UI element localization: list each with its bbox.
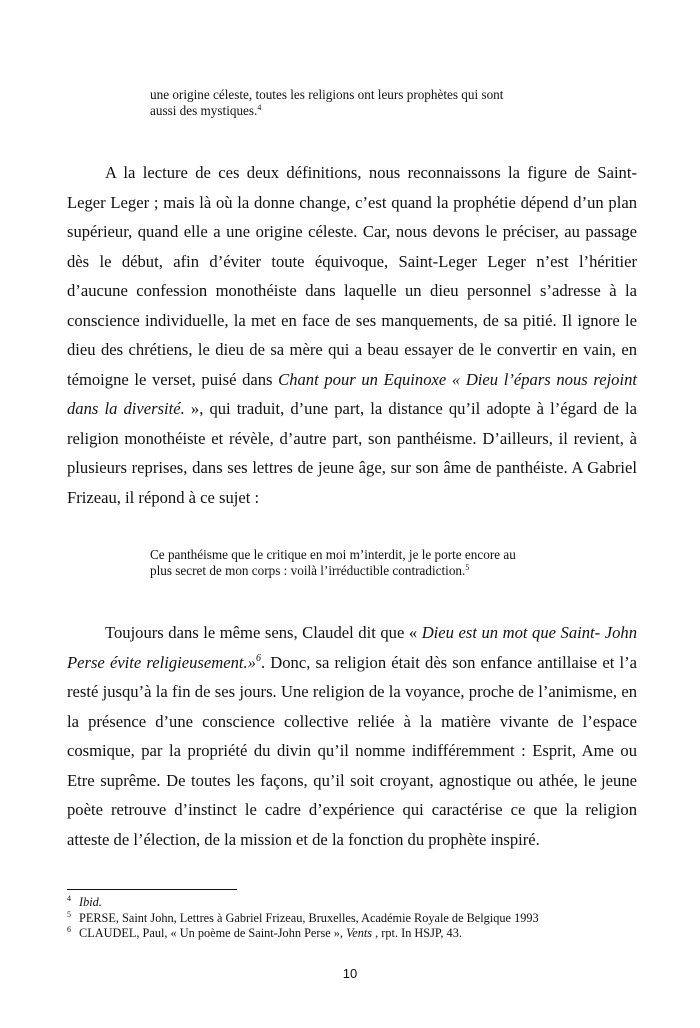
footnote-ref: 4 — [257, 103, 262, 112]
footnote-6: 6 CLAUDEL, Paul, « Un poème de Saint-John Perse », Vents , rpt. In HSJP, 43. — [67, 925, 462, 940]
footnote-ref: 6 — [255, 652, 261, 664]
quote-line: une origine céleste, toutes les religions ont leurs prophètes qui sont — [150, 87, 504, 102]
footnote-4: 4 Ibid. — [67, 894, 102, 909]
claudel-quote: Dieu est un mot que Saint- John Perse évite religieusement.» — [67, 623, 637, 672]
page-number: 10 — [342, 966, 358, 981]
paragraph-2: Toujours dans le même sens, Claudel dit que « Dieu est un mot que Saint- John Perse évite religieusement.»$^6$. Donc, sa religion était dès son enfance antillaise et l’a resté jusqu’à la fin de ses jours. Une religion de la voyance, proche de l’animisme, en la présence d’une conscience collective reliée à la matière vivante de l’espace cosmique, par la propriété du divin qu’il nomme indifféremment : Esprit, Ame ou Etre suprême. De toutes les façons, qu’il soit croyant, agnostique ou athée, le jeune poète retrouve d’instinct le cadre d’expérience qui caractérise ce que la religion atteste de l’élection, de la mission et de la fonction du prophète inspiré. — [67, 623, 637, 849]
footnote-ref: 5 — [465, 563, 470, 572]
quoted-verse: « Dieu l’épars nous rejoint dans la diversité. — [67, 369, 637, 418]
footnotes — [67, 895, 637, 942]
work-title: Chant pour un Equinoxe — [278, 369, 447, 389]
footnote-divider — [67, 889, 237, 890]
block-quote-top — [150, 87, 570, 119]
footnote-5: 5 PERSE, Saint John, Lettres à Gabriel Frizeau, Bruxelles, Académie Royale de Belgique 1993 — [67, 909, 539, 925]
quote-line: plus secret de mon corps : voilà l’irréductible contradiction.$^5$ — [150, 563, 470, 578]
paragraph-1: A la lecture de ces deux définitions, nous reconnaissons la figure de Saint-Leger Leger ; mais là où la donne change, c’est quand la prophétie dépend d’un plan supérieur, quand elle a une origine céleste. Car, nous devons le préciser, au passage dès le début, afin d’éviter toute équivoque, Saint-Leger Leger n’est l’héritier d’aucune confession monothéiste dans laquelle un dieu personnel s’adresse à la conscience individuelle, la met en face de ses manquements, de sa pitié. Il ignore le dieu des chrétiens, le dieu de sa mère qui a beau essayer de le convertir en vain, en témoigne le verset, puisé dans Chant pour un Equinoxe « Dieu l’épars nous rejoint dans la diversité. », qui traduit, d’une part, la distance qu’il adopte à l’égard de la religion monothéiste et révèle, d’autre part, son panthéisme. D’ailleurs, il revient, à plusieurs reprises, dans ses lettres de jeune âge, sur son âme de panthéiste. A Gabriel Frizeau, il répond à ce sujet : — [67, 163, 637, 507]
quote-line: aussi des mystiques.$^4$ — [150, 103, 262, 118]
quote-line: Ce panthéisme que le critique en moi m’interdit, je le porte encore au — [150, 547, 516, 562]
block-quote-middle — [150, 547, 570, 579]
